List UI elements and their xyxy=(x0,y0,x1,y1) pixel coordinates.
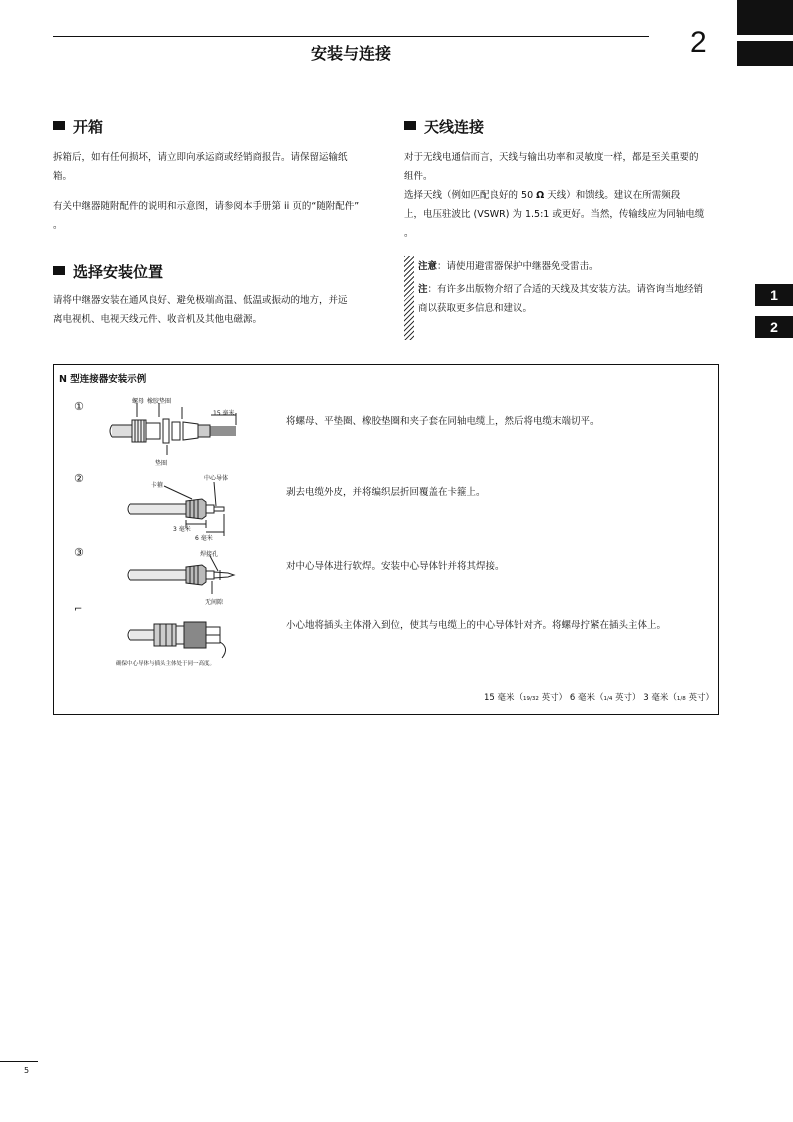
step-4-number: ⌐ xyxy=(74,604,83,615)
label-solder-hole: 焊接孔 xyxy=(200,551,219,558)
step-2-text: 剥去电缆外皮，并将编织层折回覆盖在卡箍上。 xyxy=(286,487,486,498)
step-3-number: ③ xyxy=(74,546,84,559)
side-tab-1[interactable]: 1 xyxy=(755,284,793,306)
label-nut: 螺母 xyxy=(132,398,145,405)
label-3mm: 3 毫米 xyxy=(173,526,191,533)
header-rule xyxy=(53,36,649,37)
note-lightning: 注意：请使用避雷器保护中继器免受雷击。 xyxy=(418,261,599,272)
heading-square-icon xyxy=(53,266,65,275)
label-clamp: 卡箍 xyxy=(151,482,164,489)
step-1-diagram xyxy=(108,403,244,459)
location-heading: 选择安装位置 xyxy=(53,261,163,282)
label-rubber-washer: 橡胶垫圈 xyxy=(147,398,172,405)
label-washer: 垫圈 xyxy=(155,460,168,467)
page-number: 5 xyxy=(24,1066,30,1075)
side-tab-block-top xyxy=(737,0,793,35)
step-4-text: 小心地将插头主体滑入到位，使其与电缆上的中心导体针对齐。将螺母拧紧在插头主体上。 xyxy=(286,620,667,631)
note-hatch-bar xyxy=(404,256,414,340)
location-paragraph: 请将中继器安装在通风良好、避免极端高温、低温或振动的地方，并远 离电视机、电视天线元件、收音机及其他电磁源。 xyxy=(53,295,348,325)
chapter-title: 安装与连接 xyxy=(310,44,391,63)
step-1-text: 将螺母、平垫圈、橡胶垫圈和夹子套在同轴电缆上，然后将电缆末端切平。 xyxy=(286,416,600,427)
heading-square-icon xyxy=(53,121,65,130)
step-4-diagram xyxy=(124,618,234,662)
unpacking-heading: 开箱 xyxy=(53,116,103,137)
unpacking-paragraph-1: 拆箱后，如有任何损坏，请立即向承运商或经销商报告。请保留运输纸 箱。 xyxy=(53,152,348,182)
unit-conversion-note: 15 毫米（19/32 英寸） 6 毫米（1/4 英寸） 3 毫米（1/8 英寸） xyxy=(484,693,714,703)
note-antenna-info: 注：有许多出版物介绍了合适的天线及其安装方法。请咨询当地经销 商以获取更多信息和建议。 xyxy=(418,284,704,314)
page-number-rule xyxy=(0,1061,38,1062)
unpacking-paragraph-2: 有关中继器随附配件的说明和示意图，请参阅本手册第 ii 页的“随附配件” 。 xyxy=(53,201,360,231)
label-no-gap: 无间隙 xyxy=(205,599,224,606)
label-6mm: 6 毫米 xyxy=(195,535,213,542)
side-tab-block-current xyxy=(737,41,793,66)
heading-square-icon xyxy=(404,121,416,130)
side-tab-2[interactable]: 2 xyxy=(755,316,793,338)
step-3-diagram xyxy=(124,556,244,598)
step-3-text: 对中心导体进行软焊。安装中心导体针并将其焊接。 xyxy=(286,561,505,572)
label-15mm: 15 毫米 xyxy=(213,410,235,417)
label-align-note: 确保中心导体与插头主体处于同一高度。 xyxy=(116,661,216,667)
connector-box-title: N 型连接器安装示例 xyxy=(59,374,147,385)
step-2-number: ② xyxy=(74,472,84,485)
step-1-number: ① xyxy=(74,400,84,413)
label-center-conductor: 中心导体 xyxy=(204,475,229,482)
step-2-diagram xyxy=(124,482,236,540)
ohm-symbol: Ω xyxy=(536,190,545,201)
antenna-heading: 天线连接 xyxy=(404,116,484,137)
antenna-paragraph: 对于无线电通信而言，天线与输出功率和灵敏度一样，都是至关重要的 组件。 选择天线（例如匹配良好的 50 Ω 天线）和馈线。建议在所需频段 上，电压驻波比 (VSWR) 为 1.5:1 或更好。当然，传输线应为同轴电缆 。 xyxy=(404,152,705,239)
chapter-number: 2 xyxy=(690,26,707,59)
